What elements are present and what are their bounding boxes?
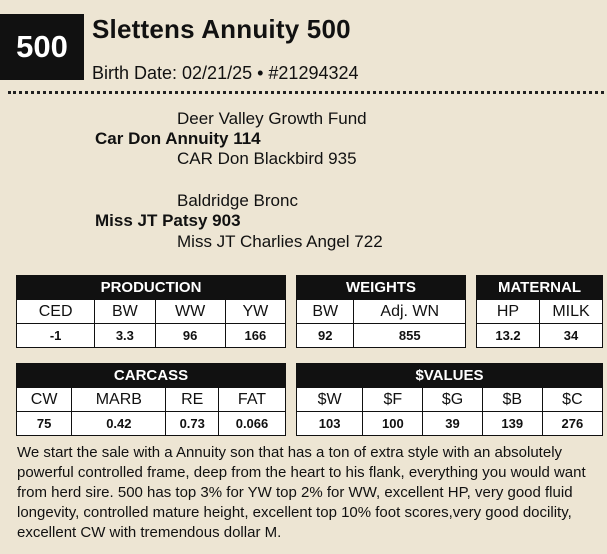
production-value-ww: 96	[155, 324, 225, 348]
maternal-value-hp: 13.2	[477, 324, 540, 348]
production-value-ced: -1	[17, 324, 95, 348]
dollar-values-label-f: $F	[363, 388, 423, 412]
dollar-values-value-g: 39	[423, 412, 482, 436]
carcass-value-cw: 75	[17, 412, 72, 436]
dotted-divider	[8, 91, 604, 94]
carcass-label-re: RE	[166, 388, 219, 412]
maternal-header: MATERNAL	[477, 276, 603, 300]
maternal-value-milk: 34	[540, 324, 603, 348]
production-value-yw: 166	[225, 324, 285, 348]
pedigree-dam-sire: Baldridge Bronc	[177, 191, 298, 210]
production-label-ced: CED	[17, 300, 95, 324]
production-label-ww: WW	[155, 300, 225, 324]
dollar-values-table	[296, 363, 603, 436]
dollar-values-value-c: 276	[542, 412, 602, 436]
dollar-values-value-b: 139	[482, 412, 542, 436]
carcass-table	[16, 363, 286, 436]
dollar-values-value-w: 103	[297, 412, 363, 436]
dollar-values-label-w: $W	[297, 388, 363, 412]
carcass-value-re: 0.73	[166, 412, 219, 436]
weights-value-adj-wn: 855	[354, 324, 466, 348]
animal-name: Slettens Annuity 500	[92, 14, 351, 44]
pedigree-sire: Car Don Annuity 114	[95, 129, 261, 148]
pedigree-dam: Miss JT Patsy 903	[95, 211, 241, 230]
dollar-values-value-f: 100	[363, 412, 423, 436]
production-header: PRODUCTION	[17, 276, 286, 300]
dollar-values-label-g: $G	[423, 388, 482, 412]
maternal-label-hp: HP	[477, 300, 540, 324]
production-label-yw: YW	[225, 300, 285, 324]
weights-label-bw: BW	[297, 300, 354, 324]
weights-value-bw: 92	[297, 324, 354, 348]
dollar-values-label-c: $C	[542, 388, 602, 412]
dollar-values-header: $VALUES	[297, 364, 603, 388]
production-value-bw: 3.3	[95, 324, 155, 348]
carcass-label-cw: CW	[17, 388, 72, 412]
carcass-label-marb: MARB	[72, 388, 166, 412]
production-table	[16, 275, 286, 348]
lot-number: 500	[16, 29, 68, 64]
pedigree-dam-dam: Miss JT Charlies Angel 722	[177, 232, 383, 251]
carcass-label-fat: FAT	[219, 388, 286, 412]
maternal-table	[476, 275, 603, 348]
weights-label-adj-wn: Adj. WN	[354, 300, 466, 324]
pedigree-sire-dam: CAR Don Blackbird 935	[177, 149, 357, 168]
maternal-label-milk: MILK	[540, 300, 603, 324]
lot-number-badge	[0, 14, 84, 80]
carcass-value-fat: 0.066	[219, 412, 286, 436]
birth-date-registration: Birth Date: 02/21/25 • #21294324	[92, 63, 359, 83]
description-text: We start the sale with a Annuity son that has a ton of extra style with an absolutely powerful controlled frame, deep from the heart to his flank, everything you would want from herd sire. 500 has top 3% for YW top 2% for WW, excellent HP, very good fluid longevity, controlled mature height, excellent top 10% foot scores,very good docility, excellent CW with tremendous dollar M.	[17, 444, 586, 541]
carcass-header: CARCASS	[17, 364, 286, 388]
dollar-values-label-b: $B	[482, 388, 542, 412]
weights-table	[296, 275, 466, 348]
weights-header: WEIGHTS	[297, 276, 466, 300]
pedigree-sire-sire: Deer Valley Growth Fund	[177, 109, 367, 128]
production-label-bw: BW	[95, 300, 155, 324]
carcass-value-marb: 0.42	[72, 412, 166, 436]
